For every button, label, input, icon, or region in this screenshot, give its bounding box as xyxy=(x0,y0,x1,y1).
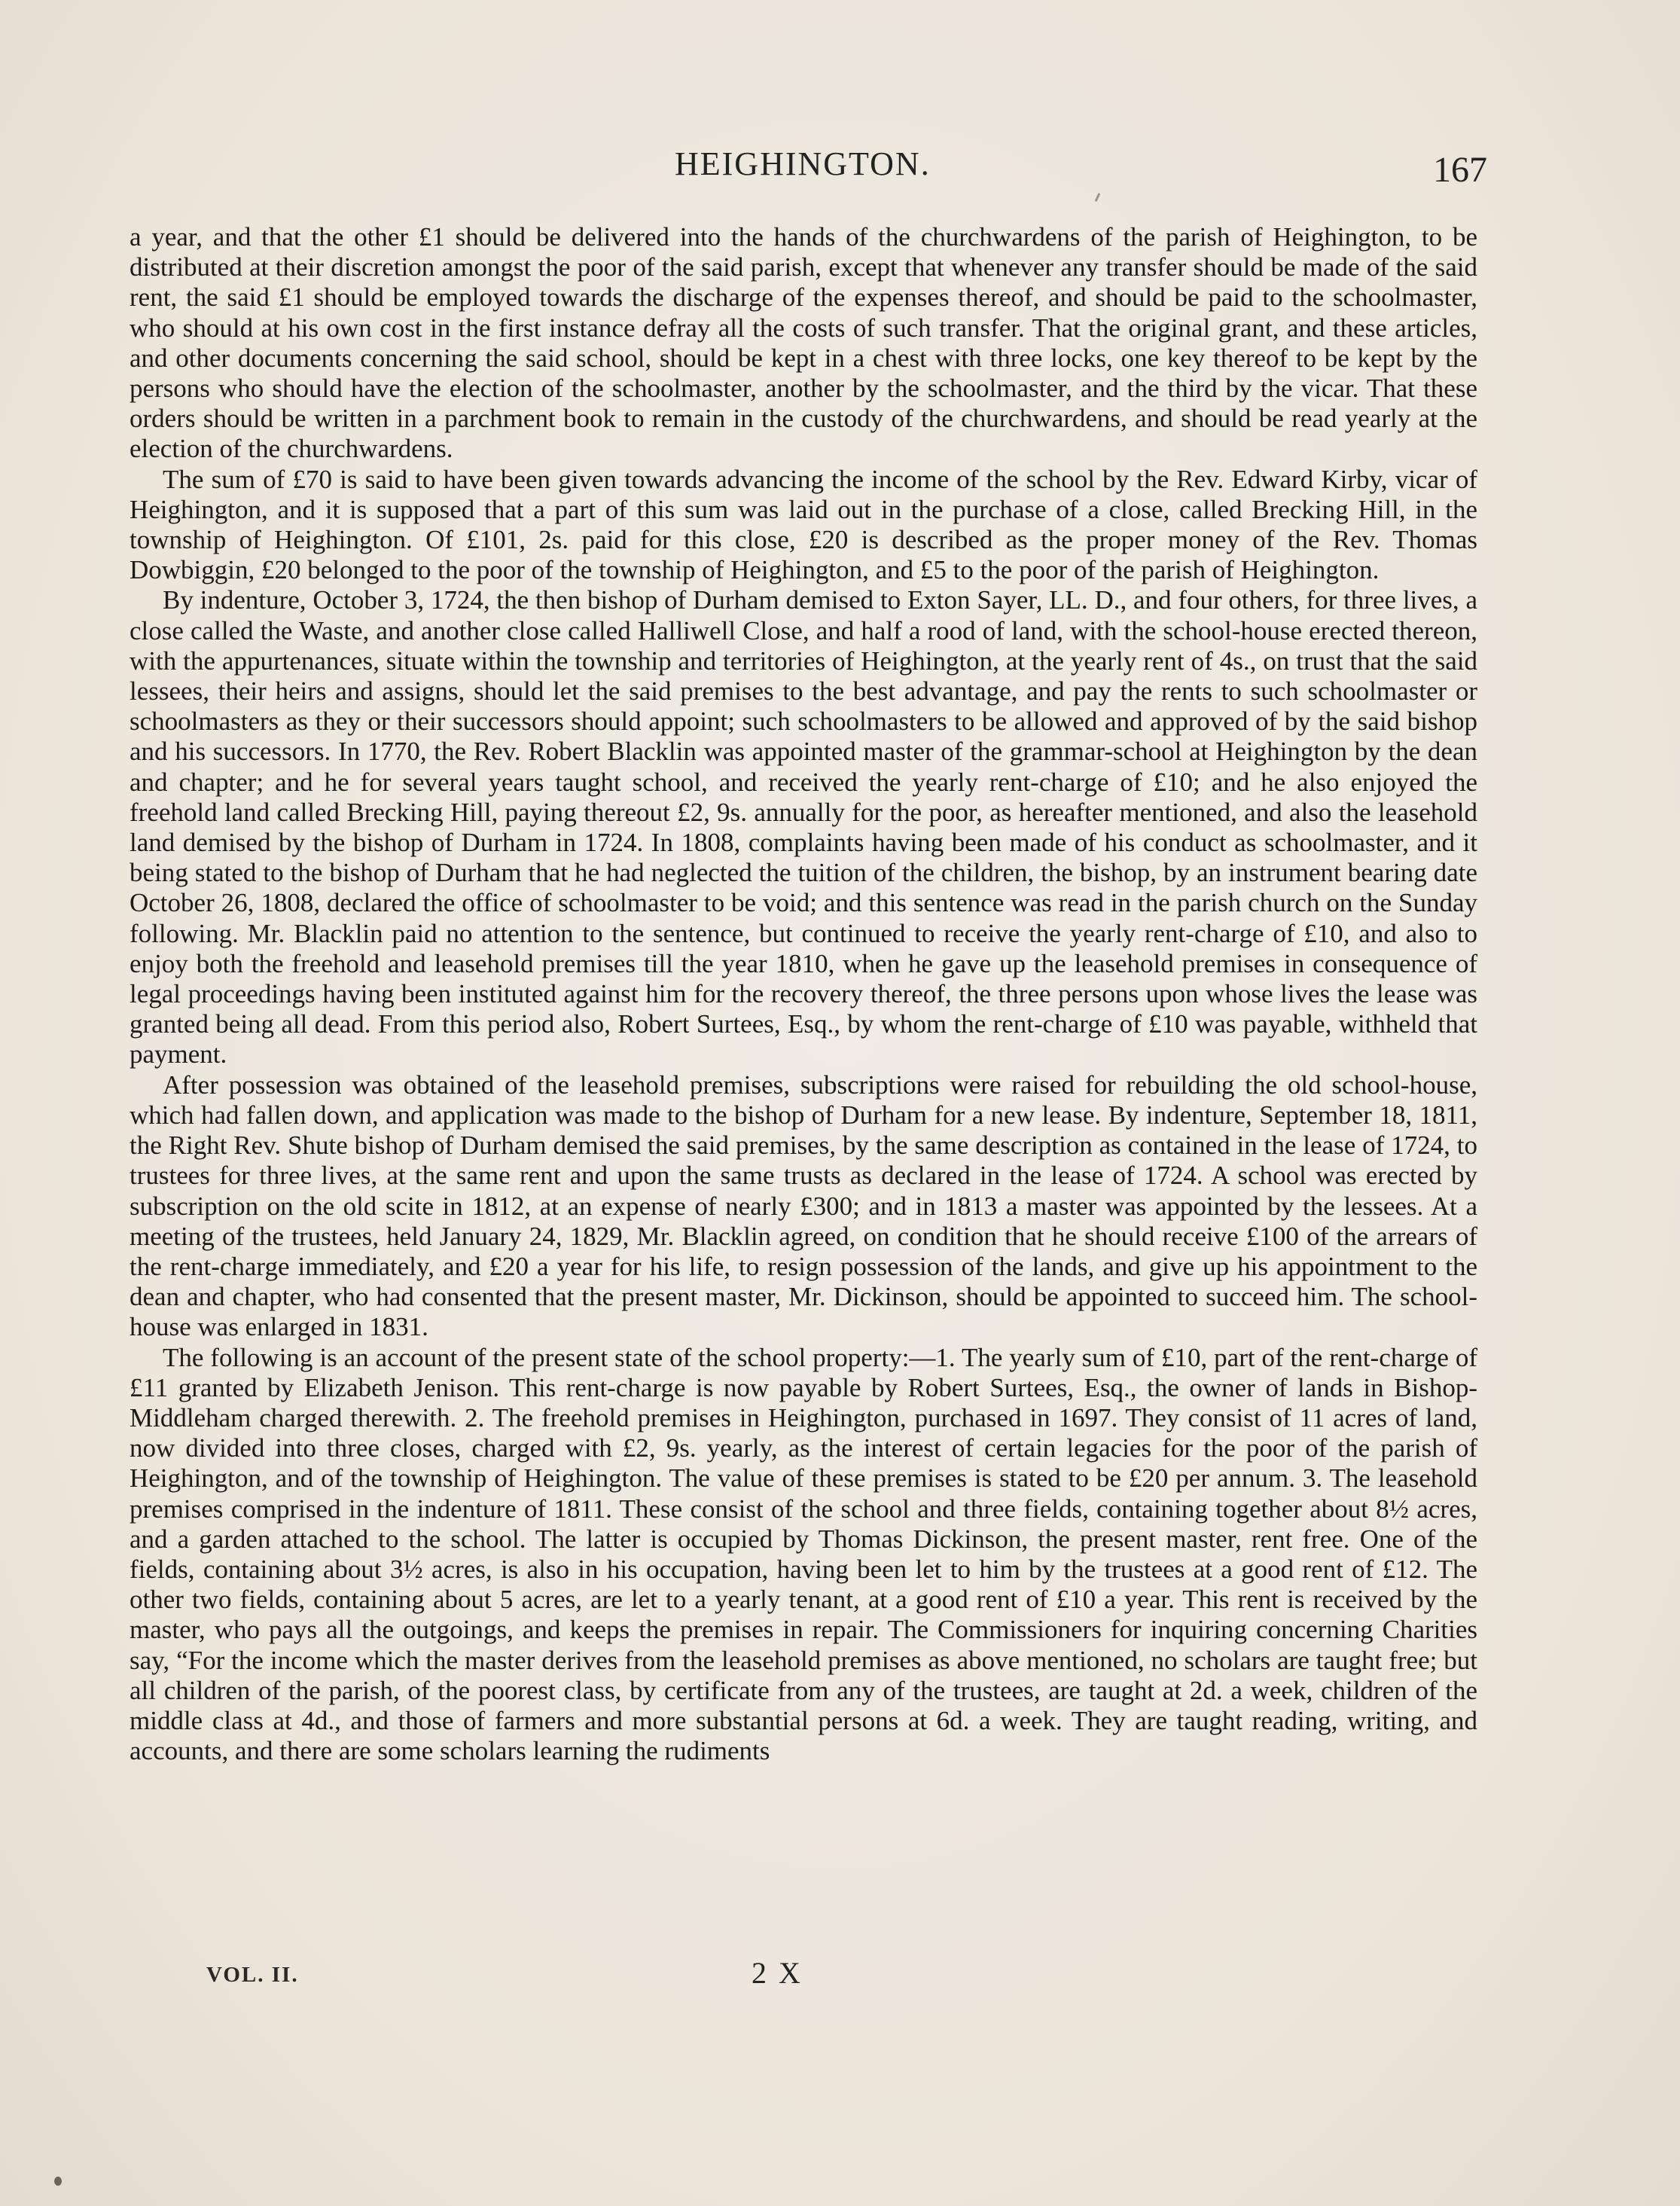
paper-speck xyxy=(1095,193,1101,202)
paragraph: a year, and that the other £1 should be delivered into the hands of the churchwardens of the parish of Heighington, to be distributed at their discretion amongst the poor of the said parish, except that whenever any transfer should be made of the said rent, the said £1 should be employed towards the discharge of the expenses thereof, and should be paid to the schoolmaster, who should at his own cost in the first instance defray all the costs of such transfer. That the original grant, and these articles, and other documents concerning the said school, should be kept in a chest with three locks, one key thereof to be kept by the persons who should have the election of the schoolmaster, another by the schoolmaster, and the third by the vicar. That these orders should be written in a parchment book to remain in the custody of the churchwardens, and should be read yearly at the election of the churchwardens. xyxy=(130,222,1477,464)
page-number: 167 xyxy=(1433,150,1487,190)
paragraph: After possession was obtained of the leasehold premises, subscriptions were raised for rebuilding the old school-house, which had fallen down, and application was made to the bishop of Durham for a new lease. By indenture, September 18, 1811, the Right Rev. Shute bishop of Durham demised the said premises, by the same description as contained in the lease of 1724, to trustees for three lives, at the same rent and upon the same trusts as declared in the lease of 1724. A school was erected by subscription on the old scite in 1812, at an expense of nearly £300; and in 1813 a master was appointed by the lessees. At a meeting of the trustees, held January 24, 1829, Mr. Blacklin agreed, on condition that he should receive £100 of the arrears of the rent-charge immediately, and £20 a year for his life, to resign possession of the lands, and give up his appointment to the dean and chapter, who had consented that the present master, Mr. Dickinson, should be appointed to succeed him. The school-house was enlarged in 1831. xyxy=(130,1069,1477,1342)
volume-footer: VOL. II. xyxy=(206,1963,299,1987)
signature-mark: 2 X xyxy=(752,1956,803,1990)
paragraph: The sum of £70 is said to have been given towards advancing the income of the school by the Rev. Edward Kirby, vicar of Heighington, and it is supposed that a part of this sum was laid out in the purchase of a close, called Brecking Hill, in the township of Heighington. Of £101, 2s. paid for this close, £20 is described as the proper money of the Rev. Thomas Dowbiggin, £20 belonged to the poor of the township of Heighington, and £5 to the poor of the parish of Heighington. xyxy=(130,464,1477,585)
paragraph: By indenture, October 3, 1724, the then bishop of Durham demised to Exton Sayer, LL. D., and four others, for three lives, a close called the Waste, and another close called Halliwell Close, and half a rood of land, with the school-house erected thereon, with the appurtenances, situate within the township and territories of Heighington, at the yearly rent of 4s., on trust that the said lessees, their heirs and assigns, should let the said premises to the best advantage, and pay the rents to such schoolmaster or schoolmasters as they or their successors should appoint; such schoolmasters to be allowed and approved of by the said bishop and his successors. In 1770, the Rev. Robert Blacklin was appointed master of the grammar-school at Heighington by the dean and chapter; and he for several years taught school, and received the yearly rent-charge of £10; and he also enjoyed the freehold land called Brecking Hill, paying thereout £2, 9s. annually for the poor, as hereafter mentioned, and also the leasehold land demised by the bishop of Durham in 1724. In 1808, complaints having been made of his conduct as schoolmaster, and it being stated to the bishop of Durham that he had neglected the tuition of the children, the bishop, by an instrument bearing date October 26, 1808, declared the office of schoolmaster to be void; and this sentence was read in the parish church on the Sunday following. Mr. Blacklin paid no attention to the sentence, but continued to receive the yearly rent-charge of £10, and also to enjoy both the freehold and leasehold premises till the year 1810, when he gave up the leasehold premises in consequence of legal proceedings having been instituted against him for the recovery thereof, the three persons upon whose lives the lease was granted being all dead. From this period also, Robert Surtees, Esq., by whom the rent-charge of £10 was payable, withheld that payment. xyxy=(130,585,1477,1069)
paper-speck xyxy=(54,2177,62,2186)
running-head: HEIGHINGTON. xyxy=(675,145,931,182)
paragraph: The following is an account of the present state of the school property:—1. The yearly sum of £10, part of the rent-charge of £11 granted by Elizabeth Jenison. This rent-charge is now payable by Robert Surtees, Esq., the owner of lands in Bishop-Middleham charged therewith. 2. The freehold premises in Heighington, purchased in 1697. They consist of 11 acres of land, now divided into three closes, charged with £2, 9s. yearly, as the interest of certain legacies for the poor of the parish of Heighington, and of the township of Heighington. The value of these premises is stated to be £20 per annum. 3. The leasehold premises comprised in the indenture of 1811. These consist of the school and three fields, containing together about 8½ acres, and a garden attached to the school. The latter is occupied by Thomas Dickinson, the present master, rent free. One of the fields, containing about 3½ acres, is also in his occupation, having been let to him by the trustees at a good rent of £12. The other two fields, containing about 5 acres, are let to a yearly tenant, at a good rent of £10 a year. This rent is received by the master, who pays all the outgoings, and keeps the premises in repair. The Commissioners for inquiring concerning Charities say, “For the income which the master derives from the leasehold premises as above mentioned, no scholars are taught free; but all children of the parish, of the poorest class, by certificate from any of the trustees, are taught at 2d. a week, children of the middle class at 4d., and those of farmers and more substantial persons at 6d. a week. They are taught reading, writing, and accounts, and there are some scholars learning the rudiments xyxy=(130,1342,1477,1766)
body-text xyxy=(130,222,1477,1766)
